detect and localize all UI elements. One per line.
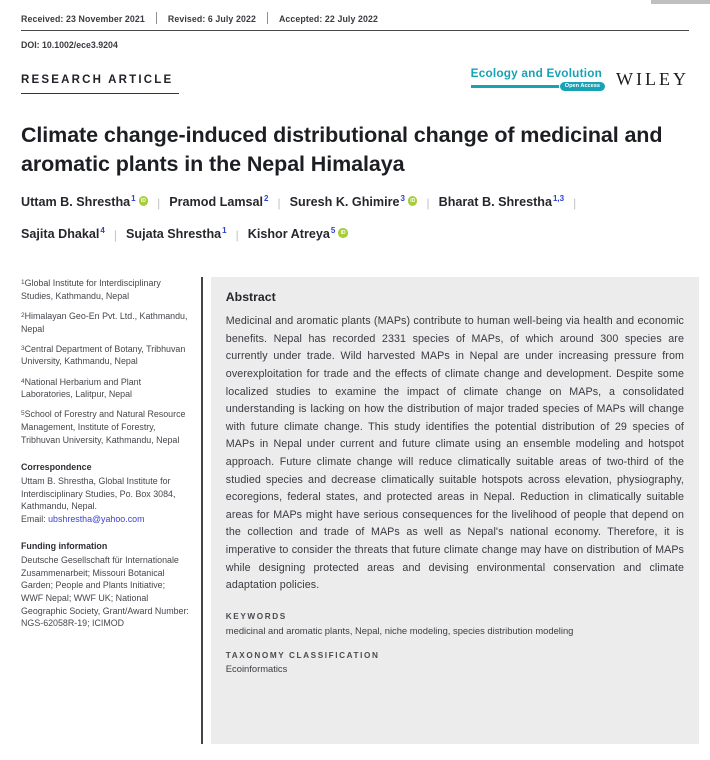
affiliation-sup: 5 bbox=[330, 226, 336, 236]
affiliation-sup: 1 bbox=[222, 226, 227, 236]
affiliation: $^4$National Herbarium and Plant Laboratories, Lalitpur, Nepal bbox=[21, 376, 142, 400]
author: Kishor Atreya 5 iD bbox=[248, 227, 348, 241]
correspondence-text: Uttam B. Shrestha, Global Institute for Interdisciplinary Studies, Po. Box 3084, Kathmandu, Nepal. bbox=[21, 475, 176, 512]
taxonomy-heading: TAXONOMY CLASSIFICATION bbox=[225, 650, 380, 660]
author-separator: | bbox=[235, 228, 239, 243]
abstract-heading: Abstract bbox=[225, 290, 276, 305]
affiliation-sup: 1,3 bbox=[552, 194, 565, 204]
dates-bar bbox=[21, 12, 689, 31]
author: Uttam B. Shrestha 1 iD bbox=[21, 195, 148, 209]
email-link[interactable]: ubshrestha@yahoo.com bbox=[48, 513, 145, 524]
page-edge-artifact bbox=[651, 0, 710, 4]
orcid-icon[interactable]: iD bbox=[139, 196, 149, 206]
revised-date: Revised: 6 July 2022 bbox=[157, 12, 268, 24]
author-separator: | bbox=[113, 228, 117, 243]
main-columns bbox=[21, 277, 699, 744]
keywords-text: medicinal and aromatic plants, Nepal, niche modeling, species distribution modeling bbox=[225, 624, 574, 636]
author: Pramod Lamsal 2 bbox=[169, 194, 269, 210]
author-separator: | bbox=[426, 196, 430, 211]
article-type-label: RESEARCH ARTICLE bbox=[21, 74, 179, 94]
affiliation: $^5$School of Forestry and Natural Resource Management, Institute of Forestry, Tribhuvan University, Kathmandu, Nepal bbox=[21, 409, 186, 445]
abstract-panel bbox=[211, 277, 699, 744]
correspondence-heading: Correspondence bbox=[21, 462, 92, 473]
journal-name: Ecology and Evolution bbox=[470, 66, 603, 80]
taxonomy-text: Ecoinformatics bbox=[225, 662, 288, 674]
affiliation-sup: 1 bbox=[131, 194, 136, 204]
orcid-icon[interactable]: iD bbox=[408, 196, 418, 206]
funding-heading: Funding information bbox=[21, 541, 108, 552]
accepted-date: Accepted: 22 July 2022 bbox=[278, 14, 378, 24]
affiliation-sup: 4 bbox=[100, 226, 105, 236]
author: Sajita Dhakal 4 bbox=[21, 226, 105, 242]
author-separator: | bbox=[277, 196, 281, 211]
wiley-logo[interactable]: WILEY bbox=[616, 68, 689, 89]
left-column bbox=[21, 277, 201, 744]
column-divider bbox=[201, 277, 203, 744]
open-access-badge: Open Access bbox=[559, 81, 606, 92]
journal-logo[interactable] bbox=[471, 66, 602, 92]
journal-block bbox=[471, 66, 689, 92]
header-row bbox=[21, 66, 689, 94]
received-date: Received: 23 November 2021 bbox=[21, 12, 157, 24]
doi: DOI: 10.1002/ece3.9204 bbox=[21, 40, 118, 50]
keywords-heading: KEYWORDS bbox=[225, 611, 287, 621]
author-list bbox=[21, 195, 697, 241]
affiliation-sup: 2 bbox=[264, 194, 269, 204]
paper-title: Climate change-induced distributional change of medicinal and aromatic plants in the Nepal Himalaya bbox=[21, 123, 663, 176]
funding-text: Deutsche Gesellschaft für Internationale Zusammenarbeit; Missouri Botanical Garden; People and Plants Initiative; WWF Nepal; WWF UK; National Geographic Society, Grant/Award Number: NGS-62058R-19; ICIMOD bbox=[21, 555, 189, 629]
author: Suresh K. Ghimire 3 iD bbox=[290, 195, 418, 209]
correspondence-email-line: Email: ubshrestha@yahoo.com bbox=[21, 513, 145, 524]
journal-rule bbox=[471, 81, 602, 92]
abstract-body: Medicinal and aromatic plants (MAPs) contribute to human well-being via health and economic benefits. Nepal has recorded 2331 species of MAPs, of which around 300 species are currently under trade. Wild harvested MAPs in Nepal are under increasing pressure from overexploitation for trade and the effects of climate change and development. Despite some localized studies to examine the impact of climate change on MAPs, a consolidated understanding is lacking on how the distribution of major traded species of MAPs will change with future climate change. This study identifies the potential distribution of 29 species of MAPs in Nepal under current and future climate using an ensemble modeling and hotspot approach. Future climate change will reduce climatically suitable areas of two-third of the studied species and decrease climatically suitable hotspots across elevation, physiography, ecoregions, federal states, and protected areas in Nepal. Reduction in climatically suitable areas for MAPs might have serious consequences for the livelihood of people that depend on the collection and trade of MAPs as well as Nepal's national economy. Therefore, it is imperative to consider the threats that future climate change may have on distribution of MAPs while designing protected areas and devising environmental conservation and climate adaptation policies. bbox=[225, 315, 684, 592]
author: Bharat B. Shrestha 1,3 bbox=[438, 194, 565, 210]
author: Sujata Shrestha 1 bbox=[125, 226, 227, 242]
affiliation-sup: 3 bbox=[400, 194, 405, 204]
orcid-icon[interactable]: iD bbox=[338, 228, 348, 238]
author-separator: | bbox=[573, 196, 577, 211]
author-separator: | bbox=[157, 196, 161, 211]
affiliation: $^3$Central Department of Botany, Tribhuvan University, Kathmandu, Nepal bbox=[21, 343, 186, 367]
affiliation: $^2$Himalayan Geo-En Pvt. Ltd., Kathmandu, Nepal bbox=[21, 310, 188, 334]
affiliation: $^1$Global Institute for Interdisciplinary Studies, Kathmandu, Nepal bbox=[21, 278, 161, 301]
